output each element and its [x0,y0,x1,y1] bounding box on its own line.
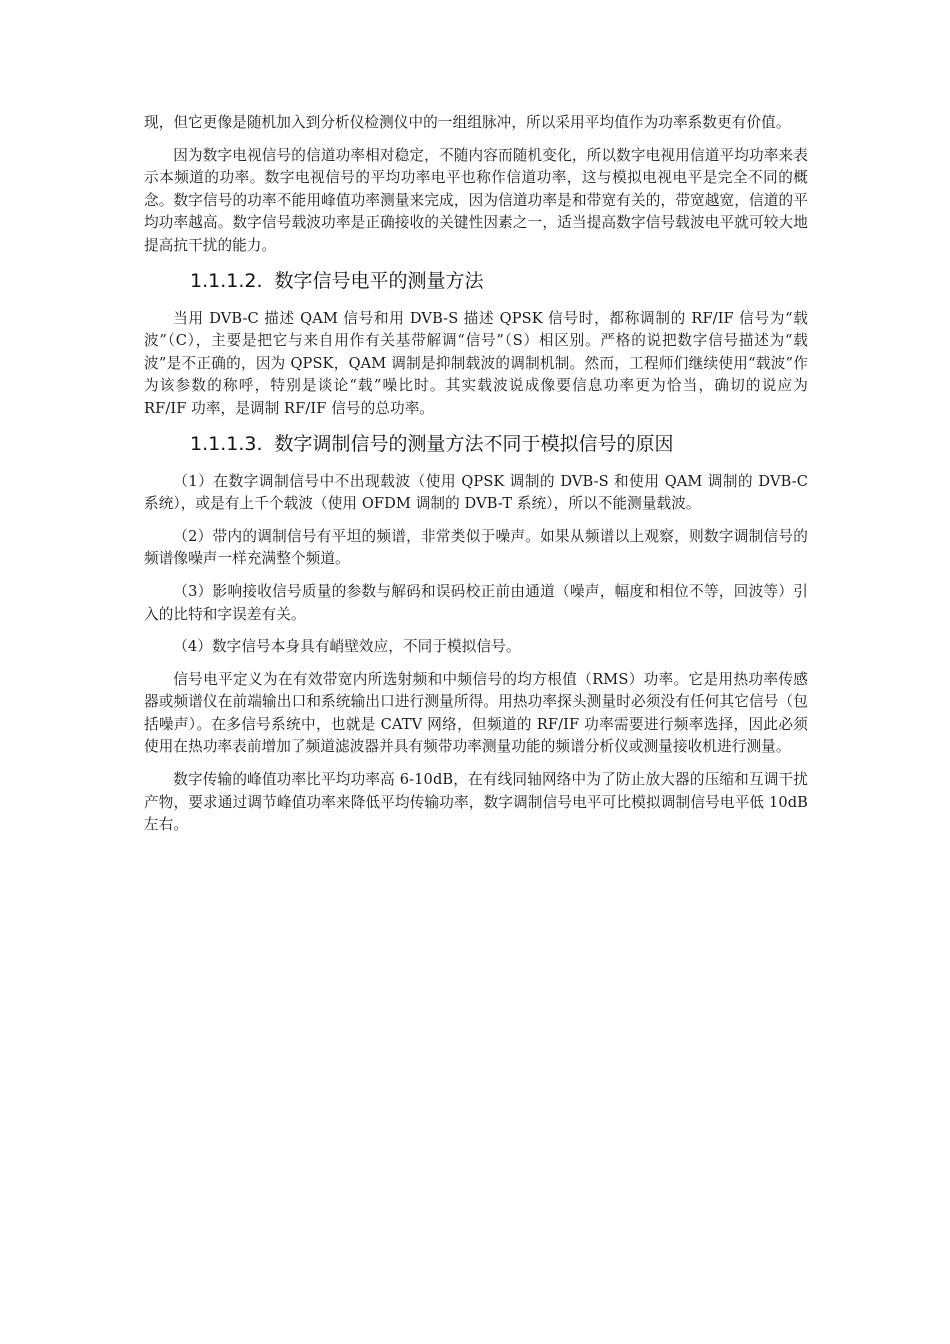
list-item: （2）带内的调制信号有平坦的频谱，非常类似于噪声。如果从频谱以上观察，则数字调制信号的频谱像噪声一样充满整个频道。 [144,527,808,568]
list-item: （4）数字信号本身具有峭壁效应，不同于模拟信号。 [173,638,521,656]
section-title: 数字信号电平的测量方法 [274,269,484,292]
section-number: 1.1.1.2. [190,269,263,292]
signal-level-definition-paragraph: 信号电平定义为在有效带宽内所选射频和中频信号的均方根值（RMS）功率。它是用热功率传感器或频谱仪在前端输出口和系统输出口进行测量所得。用热功率探头测量时必须没有任何其它信号（包括噪声）。在多信号系统中，也就是 CATV 网络，但频道的 RF/IF 功率需要进行频率选择，因此必须使用在热功率表前增加了频道滤波器并具有频带功率测量功能的频谱分析仪或测量接收机进行测量。 [144,670,808,756]
document-page [144,112,808,847]
section-heading-digital-signal-level [190,268,808,294]
carrier-definition-paragraph: 当用 DVB-C 描述 QAM 信号和用 DVB-S 描述 QPSK 信号时，都称调制的 RF/IF 信号为“载波”（C），主要是把它与来自用作有关基带解调“信号”（S）相区别。严格的说把数字信号描述为“载波”是不正确的，因为 QPSK，QAM 调制是抑制载波的调制机制。然而，工程师们继续使用“载波”作为该参数的称呼，特别是谈论“载”噪比时。其实载波说成像要信息功率更为恰当，确切的说应为 RF/IF 功率，是调制 RF/IF 信号的总功率。 [144,309,808,417]
section-number: 1.1.1.3. [190,432,263,455]
peak-power-paragraph: 数字传输的峰值功率比平均功率高 6-10dB，在有线同轴网络中为了防止放大器的压缩和互调干扰产物，要求通过调节峰值功率来降低平均传输功率，数字调制信号电平可比模拟调制信号电平低 10dB 左右。 [144,771,808,834]
list-item: （1）在数字调制信号中不出现载波（使用 QPSK 调制的 DVB-S 和使用 QAM 调制的 DVB-C 系统），或是有上千个载波（使用 OFDM 调制的 DVB-T 系统），所以不能测量载波。 [144,472,808,513]
section-heading-measurement-difference [190,431,808,457]
channel-power-paragraph: 因为数字电视信号的信道功率相对稳定，不随内容而随机变化，所以数字电视用信道平均功率来表示本频道的功率。数字电视信号的平均功率电平也称作信道功率，这与模拟电视电平是完全不同的概念。数字信号的功率不能用峰值功率测量来完成，因为信道功率是和带宽有关的，带宽越宽，信道的平均功率越高。数字信号载波功率是正确接收的关键性因素之一，适当提高数字信号载波电平就可较大地提高抗干扰的能力。 [144,146,808,254]
list-item: （3）影响接收信号质量的参数与解码和误码校正前由通道（噪声，幅度和相位不等，回波等）引入的比特和字误差有关。 [144,582,808,623]
section-title: 数字调制信号的测量方法不同于模拟信号的原因 [274,432,674,455]
intro-paragraph: 现，但它更像是随机加入到分析仪检测仪中的一组组脉冲，所以采用平均值作为功率系数更有价值。 [144,114,791,131]
